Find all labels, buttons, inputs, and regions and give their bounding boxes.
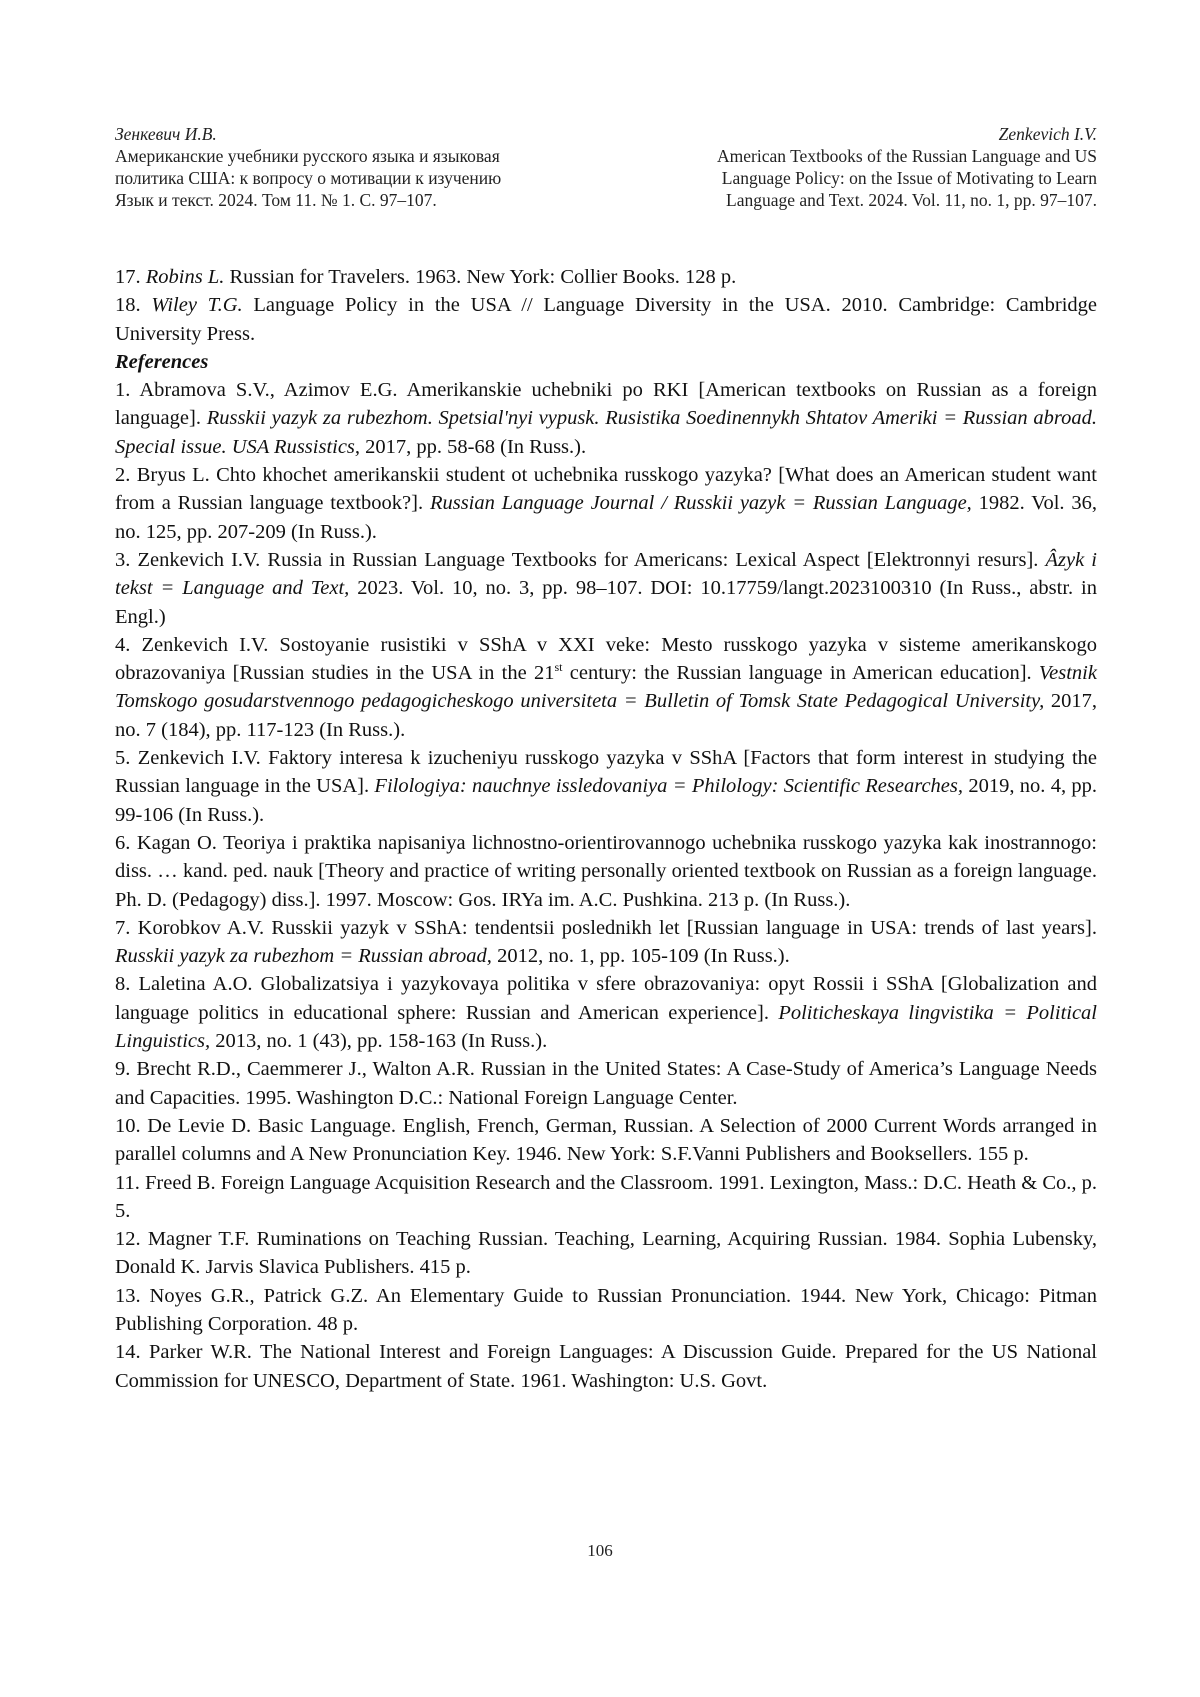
reference-entry-3: 3. Zenkevich I.V. Russia in Russian Language Textbooks for Americans: Lexical Aspect [Elektronnyi resurs]. Âzyk i tekst = Language and Text, 2023. Vol. 10, no. 3, pp. 98–107. DOI: 10.17759/langt.2023100310 (In Russ., abstr. in Engl.) — [115, 546, 1097, 631]
reference-entry-10: 10. De Levie D. Basic Language. English, French, German, Russian. A Selection of 2000 Current Words arranged in parallel columns and A New Pronunciation Key. 1946. New York: S.F.Vanni Publishers and Booksellers. 155 p. — [115, 1112, 1097, 1169]
header-english — [617, 123, 1097, 211]
header-author-en: Zenkevich I.V. — [617, 123, 1097, 145]
entry-text: Language Policy in the USA // Language Diversity in the USA. 2010. Cambridge: Cambridge University Press. — [115, 294, 1097, 344]
reference-entry-9: 9. Brecht R.D., Caemmerer J., Walton A.R. Russian in the United States: A Case-Study of America’s Language Needs and Capacities. 1995. Washington D.C.: National Foreign Language Center. — [115, 1055, 1097, 1112]
header-title-ru-line1: Американские учебники русского языка и языковая — [115, 145, 595, 167]
reference-entry-7: 7. Korobkov A.V. Russkii yazyk v SShA: tendentsii poslednikh let [Russian language in USA: trends of last years]. Russkii yazyk za rubezhom = Russian abroad, 2012, no. 1, pp. 105-109 (In Russ.). — [115, 914, 1097, 971]
header-title-en-line2: Language Policy: on the Issue of Motivating to Learn — [617, 167, 1097, 189]
literature-list — [115, 263, 1097, 348]
reference-entry-13: 13. Noyes G.R., Patrick G.Z. An Elementary Guide to Russian Pronunciation. 1944. New York, Chicago: Pitman Publishing Corporation. 48 p. — [115, 1282, 1097, 1339]
entry-number: 17. — [115, 266, 141, 288]
references-list — [115, 376, 1097, 1395]
reference-entry-11: 11. Freed B. Foreign Language Acquisition Research and the Classroom. 1991. Lexington, Mass.: D.C. Heath & Co., p. 5. — [115, 1169, 1097, 1226]
entry-number: 18. — [115, 294, 141, 316]
page-number: 106 — [0, 1541, 1200, 1561]
reference-entry-2: 2. Bryus L. Chto khochet amerikanskii student ot uchebnika russkogo yazyka? [What does an American student want from a Russian language textbook?]. Russian Language Journal / Russkii yazyk = Russian Language, 1982. Vol. 36, no. 125, pp. 207-209 (In Russ.). — [115, 461, 1097, 546]
header-russian — [115, 123, 595, 211]
reference-entry-8: 8. Laletina A.O. Globalizatsiya i yazykovaya politika v sfere obrazovaniya: opyt Rossii i SShA [Globalization and language politics in educational sphere: Russian and American experience]. Politicheskaya lingvistika = Political Linguistics, 2013, no. 1 (43), pp. 158-163 (In Russ.). — [115, 970, 1097, 1055]
literature-entry-17 — [115, 263, 1097, 291]
reference-entry-5: 5. Zenkevich I.V. Faktory interesa k izucheniyu russkogo yazyka v SShA [Factors that form interest in studying the Russian language in the USA]. Filologiya: nauchnye issledovaniya = Philology: Scientific Researches, 2019, no. 4, pp. 99-106 (In Russ.). — [115, 744, 1097, 829]
header-title-en-line1: American Textbooks of the Russian Language and US — [617, 145, 1097, 167]
entry-text: Russian for Travelers. 1963. New York: Collier Books. 128 p. — [229, 266, 736, 288]
reference-entry-6: 6. Kagan O. Teoriya i praktika napisaniya lichnostno-orientirovannogo uchebnika russkogo yazyka kak inostrannogo: diss. … kand. ped. nauk [Theory and practice of writing personally oriented textbook on Russian as a foreign language. Ph. D. (Pedagogy) diss.]. 1997. Moscow: Gos. IRYa im. A.C. Pushkina. 213 p. (In Russ.). — [115, 829, 1097, 914]
superscript-st: st — [554, 660, 562, 674]
entry-author: Robins L. — [146, 266, 225, 288]
entry-author: Wiley T.G. — [151, 294, 242, 316]
page-content — [115, 263, 1097, 1395]
header-citation-en: Language and Text. 2024. Vol. 11, no. 1, pp. 97–107. — [617, 189, 1097, 211]
reference-entry-12: 12. Magner T.F. Ruminations on Teaching Russian. Teaching, Learning, Acquiring Russian. 1984. Sophia Lubensky, Donald K. Jarvis Slavica Publishers. 415 p. — [115, 1225, 1097, 1282]
header-title-ru-line2: политика США: к вопросу о мотивации к изучению — [115, 167, 595, 189]
running-header — [115, 123, 1097, 211]
reference-entry-1: 1. Abramova S.V., Azimov E.G. Amerikanskie uchebniki po RKI [American textbooks on Russian as a foreign language]. Russkii yazyk za rubezhom. Spetsial'nyi vypusk. Rusistika Soedinennykh Shtatov Ameriki = Russian abroad. Special issue. USA Russistics, 2017, pp. 58-68 (In Russ.). — [115, 376, 1097, 461]
header-author-ru: Зенкевич И.В. — [115, 123, 595, 145]
header-citation-ru: Язык и текст. 2024. Том 11. № 1. С. 97–107. — [115, 189, 595, 211]
references-heading: References — [115, 348, 1097, 376]
reference-entry-14: 14. Parker W.R. The National Interest and Foreign Languages: A Discussion Guide. Prepared for the US National Commission for UNESCO, Department of State. 1961. Washington: U.S. Govt. — [115, 1338, 1097, 1395]
literature-entry-18 — [115, 291, 1097, 348]
reference-entry-4: 4. Zenkevich I.V. Sostoyanie rusistiki v SShA v XXI veke: Mesto russkogo yazyka v sisteme amerikanskogo obrazovaniya [Russian studies in the USA in the 21st century: the Russian language in American education]. Vestnik Tomskogo gosudarstvennogo pedagogicheskogo universiteta = Bulletin of Tomsk State Pedagogical University, 2017, no. 7 (184), pp. 117-123 (In Russ.). — [115, 631, 1097, 744]
